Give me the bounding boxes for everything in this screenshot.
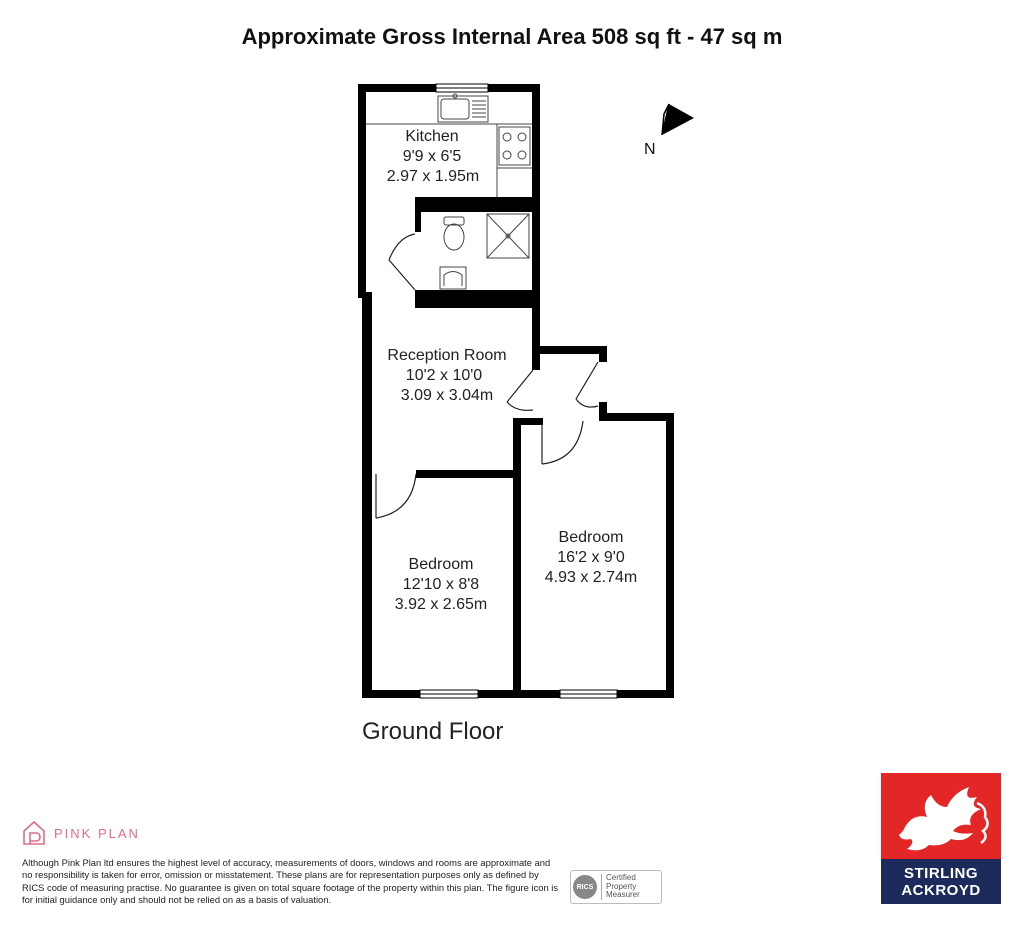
- griffin-panel: [881, 773, 1001, 859]
- area-title: Approximate Gross Internal Area 508 sq ft - 47 sq m: [241, 24, 783, 49]
- stirling-ackroyd-logo: [881, 773, 1001, 904]
- pink-plan-brand: [22, 818, 140, 848]
- room-bedroom-1: [395, 556, 488, 613]
- room-dimension-metric: 2.97 x 1.95m: [386, 168, 480, 185]
- agent-name-panel: [881, 859, 1001, 904]
- rics-badge: [570, 870, 662, 904]
- room-dimension-metric: 4.93 x 2.74m: [544, 569, 638, 586]
- agent-name-line-2: ACKROYD: [901, 881, 981, 899]
- room-dimension-imperial: 12'10 x 8'8: [402, 576, 480, 593]
- compass-label: N: [644, 141, 656, 158]
- kitchen-sink-icon: [438, 94, 488, 122]
- room-kitchen: [387, 128, 480, 185]
- rics-line-3: Measurer: [606, 890, 640, 900]
- floor-label: Ground Floor: [362, 718, 504, 745]
- toilet-icon: [444, 217, 464, 250]
- room-dimension-imperial: 10'2 x 10'0: [405, 367, 483, 384]
- room-dimension-metric: 3.92 x 2.65m: [394, 596, 488, 613]
- compass-icon: [644, 104, 694, 158]
- room-reception: [387, 347, 506, 404]
- room-bedroom-2: [545, 529, 638, 586]
- basin-icon: [440, 267, 466, 289]
- pink-plan-name: PINK PLAN: [54, 825, 140, 841]
- disclaimer-text: Although Pink Plan ltd ensures the highest level of accuracy, measurements of doors, windows and rooms are approximate and no responsibility is taken for error, omission or misstatement. These plans are for representation purposes only as defined by RICS code of measuring practise. No guarantee is given on total square footage of the property within this plan. The figure icon is for initial guidance only and should not be relied on as a basis of valuation.: [22, 857, 559, 906]
- room-dimension-metric: 3.09 x 3.04m: [400, 387, 494, 404]
- room-name: Reception Room: [387, 347, 507, 364]
- rics-line-1: Certified: [606, 873, 636, 883]
- room-dimension-imperial: 9'9 x 6'5: [402, 148, 462, 165]
- rics-line-2: Property: [606, 881, 637, 891]
- shower-icon: [487, 214, 529, 258]
- room-name: Bedroom: [558, 529, 624, 546]
- griffin-icon: [881, 773, 1001, 859]
- agent-name-line-1: STIRLING: [904, 864, 978, 882]
- room-name: Kitchen: [405, 128, 459, 145]
- room-dimension-imperial: 16'2 x 9'0: [557, 549, 625, 566]
- pink-plan-logo-icon: [22, 819, 46, 847]
- room-name: Bedroom: [408, 556, 474, 573]
- hob-icon: [499, 127, 530, 165]
- rics-logo-icon: RICS: [573, 875, 597, 899]
- rics-certified-text: [601, 874, 640, 900]
